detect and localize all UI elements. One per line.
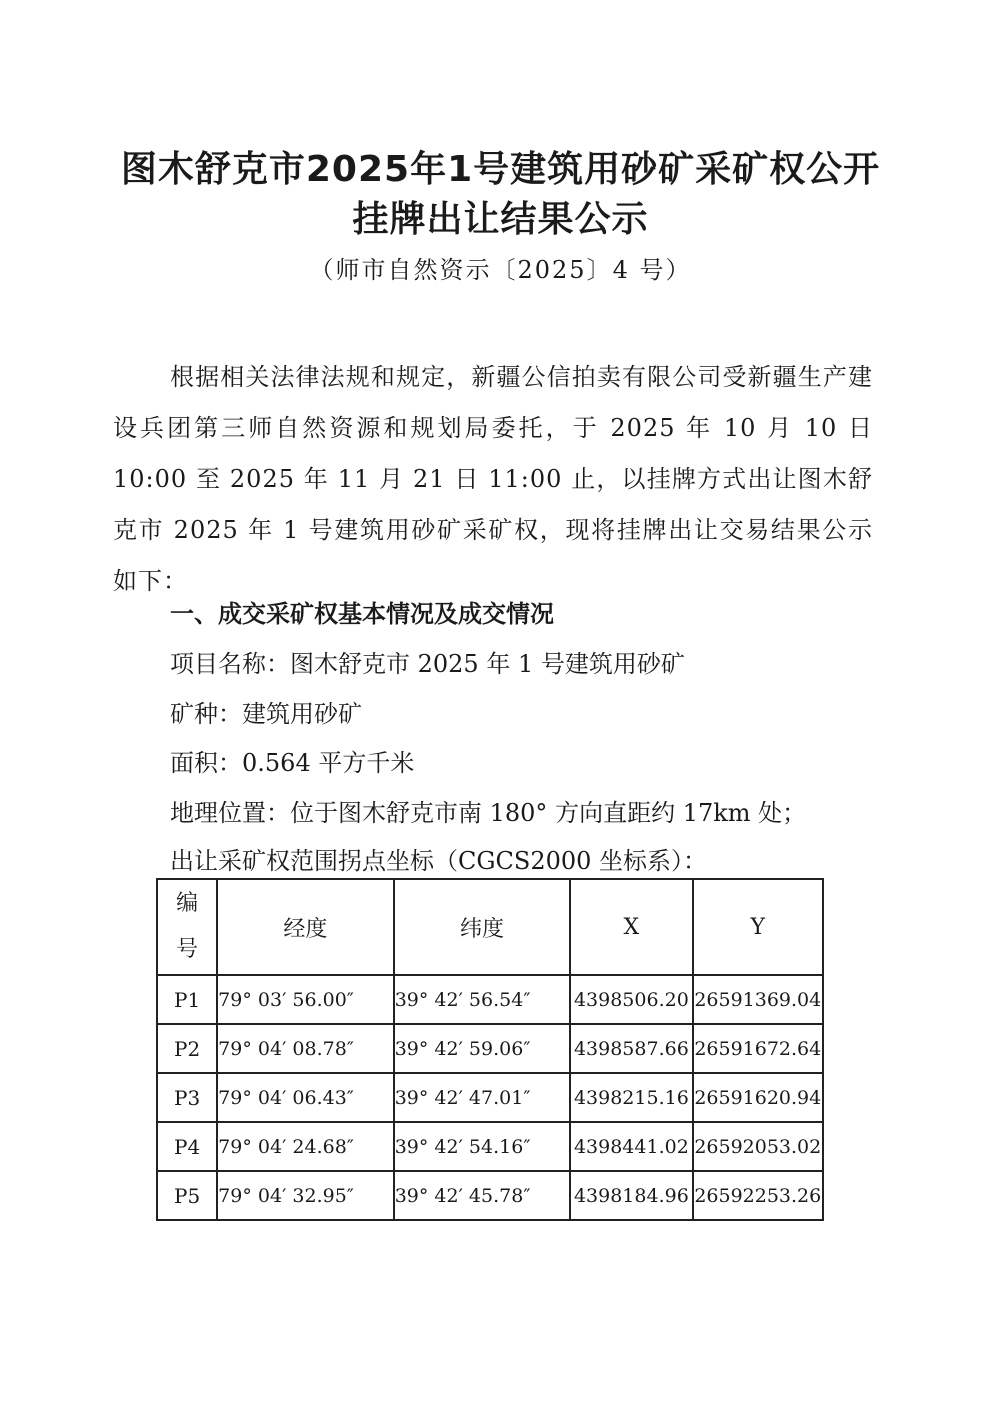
- cell-x: 4398215.16: [570, 1073, 692, 1122]
- cell-latitude: 39° 42′ 45.78″: [394, 1171, 571, 1220]
- page-title-line2: 挂牌出让结果公示: [352, 199, 649, 240]
- table-row: [157, 1024, 823, 1073]
- cell-latitude: 39° 42′ 56.54″: [394, 975, 571, 1024]
- cell-y: 26592253.26: [693, 1171, 823, 1220]
- location-value: 位于图木舒克市南 180° 方向直距约 17km 处；: [290, 799, 807, 827]
- cell-latitude: 39° 42′ 47.01″: [394, 1073, 571, 1122]
- project-name-value: 图木舒克市 2025 年 1 号建筑用砂矿: [290, 650, 685, 678]
- cell-x: 4398184.96: [570, 1171, 692, 1220]
- cell-longitude: 79° 04′ 06.43″: [217, 1073, 394, 1122]
- header-x: X: [570, 879, 692, 975]
- cell-y: 26591369.04: [693, 975, 823, 1024]
- project-name-line: [170, 646, 685, 682]
- area-value: 0.564 平方千米: [242, 749, 415, 777]
- cell-longitude: 79° 04′ 08.78″: [217, 1024, 394, 1073]
- cell-longitude: 79° 04′ 24.68″: [217, 1122, 394, 1171]
- table-row: [157, 1073, 823, 1122]
- cell-point-id: P4: [157, 1122, 217, 1171]
- table-row: [157, 975, 823, 1024]
- location-line: [170, 795, 806, 831]
- page-title-line1: 图木舒克市2025年1号建筑用砂矿采矿权公开: [120, 149, 881, 190]
- header-latitude: 纬度: [394, 879, 571, 975]
- coordinate-table: [156, 878, 824, 1221]
- cell-latitude: 39° 42′ 59.06″: [394, 1024, 571, 1073]
- table-row: [157, 1171, 823, 1220]
- cell-y: 26591620.94: [693, 1073, 823, 1122]
- header-number: [157, 879, 217, 975]
- cell-longitude: 79° 03′ 56.00″: [217, 975, 394, 1024]
- location-label: 地理位置：: [170, 799, 290, 827]
- cell-point-id: P2: [157, 1024, 217, 1073]
- project-name-label: 项目名称：: [170, 650, 290, 678]
- cell-x: 4398587.66: [570, 1024, 692, 1073]
- cell-x: 4398506.20: [570, 975, 692, 1024]
- cell-latitude: 39° 42′ 54.16″: [394, 1122, 571, 1171]
- cell-longitude: 79° 04′ 32.95″: [217, 1171, 394, 1220]
- cell-y: 26592053.02: [693, 1122, 823, 1171]
- cell-point-id: P1: [157, 975, 217, 1024]
- intro-paragraph: 根据相关法律法规和规定，新疆公信拍卖有限公司受新疆生产建设兵团第三师自然资源和规划局委托，于 2025 年 10 月 10 日 10:00 至 2025 年 11 月 21 日 11:00 止，以挂牌方式出让图木舒克市 2025 年 1 号建筑用砂矿采矿权，现将挂牌出让交易结果公示如下：: [113, 363, 873, 595]
- table-row: [157, 1122, 823, 1171]
- cell-x: 4398441.02: [570, 1122, 692, 1171]
- mineral-type-value: 建筑用砂矿: [242, 700, 362, 728]
- header-y: Y: [693, 879, 823, 975]
- section-heading: 一、成交采矿权基本情况及成交情况: [170, 600, 554, 628]
- mineral-type-label: 矿种：: [170, 700, 242, 728]
- header-longitude: 经度: [217, 879, 394, 975]
- header-number-line2: 号: [176, 937, 199, 962]
- header-number-line1: 编: [176, 891, 199, 916]
- table-header-row: [157, 879, 823, 975]
- cell-point-id: P3: [157, 1073, 217, 1122]
- area-line: [170, 745, 414, 781]
- coords-caption: 出让采矿权范围拐点坐标（CGCS2000 坐标系）：: [170, 847, 708, 875]
- area-label: 面积：: [170, 749, 242, 777]
- cell-y: 26591672.64: [693, 1024, 823, 1073]
- mineral-type-line: [170, 696, 362, 732]
- cell-point-id: P5: [157, 1171, 217, 1220]
- document-number: （师市自然资示〔2025〕4 号）: [309, 256, 692, 284]
